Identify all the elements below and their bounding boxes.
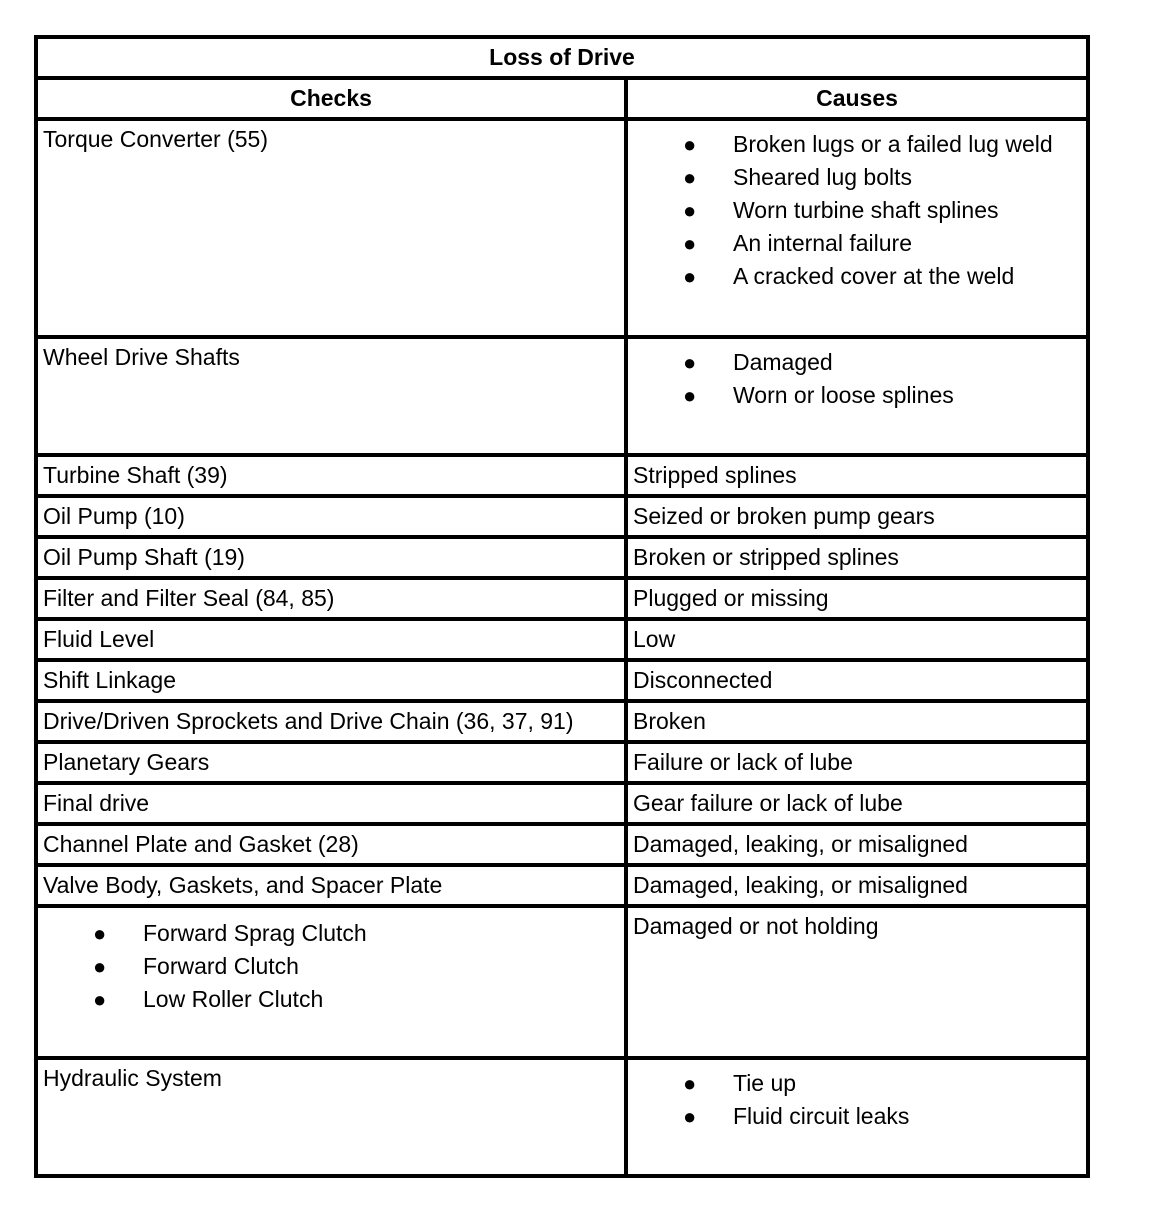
cause-text: Damaged, leaking, or misaligned xyxy=(633,831,968,857)
bullet-icon: ● xyxy=(93,921,107,946)
list-item-text: An internal failure xyxy=(733,230,912,256)
cause-cell xyxy=(626,537,1088,578)
cause-cell xyxy=(626,455,1088,496)
list-item-text: Low Roller Clutch xyxy=(143,986,324,1012)
check-cell xyxy=(36,496,626,537)
bullet-icon: ● xyxy=(683,264,697,289)
check-text: Wheel Drive Shafts xyxy=(43,344,240,370)
list-item-text: Sheared lug bolts xyxy=(733,164,913,190)
list-item-text: Forward Sprag Clutch xyxy=(143,920,367,946)
bullet-icon: ● xyxy=(93,954,107,979)
list-item xyxy=(628,128,1086,161)
bullet-list xyxy=(628,1060,1086,1133)
table-row xyxy=(36,578,1088,619)
list-item-text: A cracked cover at the weld xyxy=(733,263,1015,289)
check-text: Filter and Filter Seal (84, 85) xyxy=(43,585,335,611)
table-body xyxy=(36,119,1088,1176)
check-text: Oil Pump (10) xyxy=(43,503,185,529)
list-item xyxy=(628,379,1086,412)
cause-text: Plugged or missing xyxy=(633,585,829,611)
table-row xyxy=(36,496,1088,537)
list-item xyxy=(38,983,624,1016)
list-item-text: Tie up xyxy=(733,1070,797,1096)
bullet-icon: ● xyxy=(683,198,697,223)
table-header-row xyxy=(36,78,1088,119)
header-checks: Checks xyxy=(36,78,626,119)
cause-cell xyxy=(626,906,1088,1058)
cause-cell xyxy=(626,1058,1088,1176)
bullet-icon: ● xyxy=(683,165,697,190)
cause-text: Low xyxy=(633,626,676,652)
cause-text: Disconnected xyxy=(633,667,773,693)
cause-cell xyxy=(626,742,1088,783)
bullet-icon: ● xyxy=(683,132,697,157)
list-item-text: Damaged xyxy=(733,349,833,375)
list-item-text: Broken lugs or a failed lug weld xyxy=(733,131,1053,157)
cause-cell xyxy=(626,619,1088,660)
list-item xyxy=(628,1100,1086,1133)
check-text: Valve Body, Gaskets, and Spacer Plate xyxy=(43,872,443,898)
check-text: Oil Pump Shaft (19) xyxy=(43,544,245,570)
bullet-icon: ● xyxy=(683,231,697,256)
bullet-icon: ● xyxy=(683,1071,697,1096)
check-text: Torque Converter (55) xyxy=(43,126,268,152)
check-cell xyxy=(36,537,626,578)
list-item xyxy=(628,161,1086,194)
check-cell xyxy=(36,578,626,619)
table-row xyxy=(36,337,1088,455)
list-item-text: Worn or loose splines xyxy=(733,382,954,408)
cause-cell xyxy=(626,496,1088,537)
check-cell xyxy=(36,865,626,906)
bullet-list xyxy=(38,908,624,1016)
check-text: Final drive xyxy=(43,790,150,816)
cause-text: Damaged or not holding xyxy=(633,913,879,939)
cause-text: Gear failure or lack of lube xyxy=(633,790,903,816)
bullet-icon: ● xyxy=(93,987,107,1012)
table-row xyxy=(36,824,1088,865)
cause-cell xyxy=(626,578,1088,619)
cause-cell xyxy=(626,701,1088,742)
check-cell xyxy=(36,783,626,824)
check-text: Hydraulic System xyxy=(43,1065,222,1091)
list-item-text: Worn turbine shaft splines xyxy=(733,197,999,223)
table-row xyxy=(36,783,1088,824)
cause-text: Broken or stripped splines xyxy=(633,544,899,570)
list-item xyxy=(628,194,1086,227)
list-item xyxy=(38,917,624,950)
table-row xyxy=(36,701,1088,742)
check-cell xyxy=(36,660,626,701)
check-cell xyxy=(36,619,626,660)
table-title-row xyxy=(36,37,1088,78)
list-item xyxy=(628,260,1086,293)
check-text: Turbine Shaft (39) xyxy=(43,462,228,488)
table-row xyxy=(36,1058,1088,1176)
table-row xyxy=(36,865,1088,906)
table-title: Loss of Drive xyxy=(36,37,1088,78)
check-cell xyxy=(36,119,626,337)
cause-cell xyxy=(626,824,1088,865)
check-text: Fluid Level xyxy=(43,626,155,652)
check-text: Shift Linkage xyxy=(43,667,176,693)
bullet-icon: ● xyxy=(683,383,697,408)
cause-cell xyxy=(626,783,1088,824)
bullet-list xyxy=(628,121,1086,293)
cause-text: Stripped splines xyxy=(633,462,797,488)
cause-text: Damaged, leaking, or misaligned xyxy=(633,872,968,898)
check-text: Drive/Driven Sprockets and Drive Chain (36, 37, 91) xyxy=(43,708,574,734)
table-row xyxy=(36,455,1088,496)
table-row xyxy=(36,660,1088,701)
list-item xyxy=(628,346,1086,379)
list-item xyxy=(628,1067,1086,1100)
cause-text: Failure or lack of lube xyxy=(633,749,853,775)
table-row xyxy=(36,906,1088,1058)
bullet-list xyxy=(628,339,1086,412)
table-row xyxy=(36,119,1088,337)
cause-cell xyxy=(626,119,1088,337)
list-item-text: Forward Clutch xyxy=(143,953,299,979)
list-item-text: Fluid circuit leaks xyxy=(733,1103,910,1129)
cause-cell xyxy=(626,660,1088,701)
table-row xyxy=(36,537,1088,578)
check-text: Planetary Gears xyxy=(43,749,210,775)
loss-of-drive-table xyxy=(34,35,1090,1178)
check-cell xyxy=(36,824,626,865)
check-cell xyxy=(36,742,626,783)
table-row xyxy=(36,619,1088,660)
list-item xyxy=(628,227,1086,260)
cause-text: Broken xyxy=(633,708,706,734)
check-text: Channel Plate and Gasket (28) xyxy=(43,831,359,857)
check-cell xyxy=(36,906,626,1058)
cause-cell xyxy=(626,337,1088,455)
check-cell xyxy=(36,701,626,742)
cause-cell xyxy=(626,865,1088,906)
header-causes: Causes xyxy=(626,78,1088,119)
check-cell xyxy=(36,337,626,455)
check-cell xyxy=(36,1058,626,1176)
bullet-icon: ● xyxy=(683,350,697,375)
cause-text: Seized or broken pump gears xyxy=(633,503,935,529)
bullet-icon: ● xyxy=(683,1104,697,1129)
check-cell xyxy=(36,455,626,496)
list-item xyxy=(38,950,624,983)
table-row xyxy=(36,742,1088,783)
